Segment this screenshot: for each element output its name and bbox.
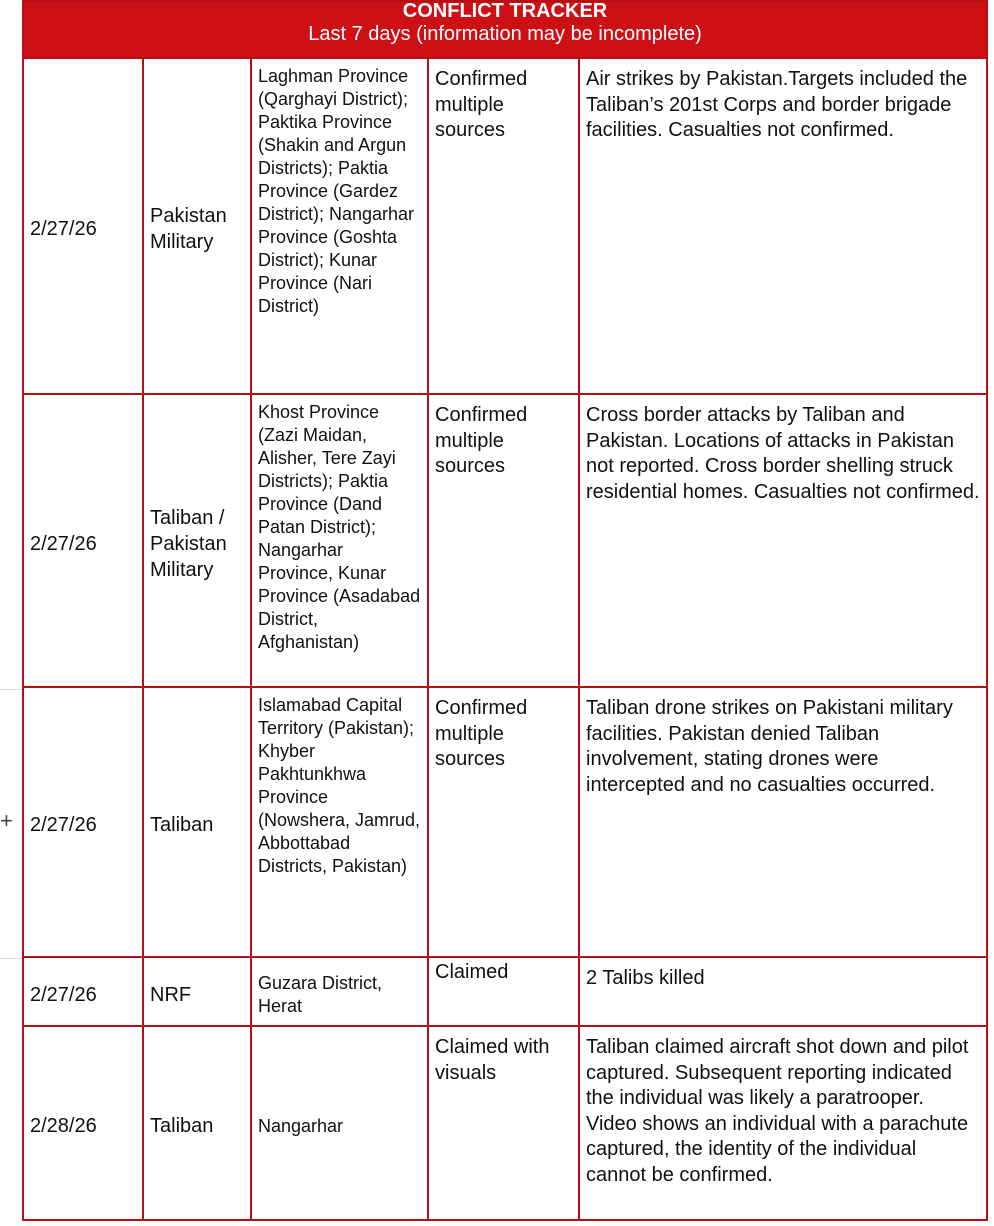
table-row — [23, 687, 987, 957]
location-cell: Nangarhar — [251, 1026, 428, 1220]
table-row — [23, 58, 987, 394]
actor-cell: Pakistan Military — [143, 58, 251, 394]
status-cell: Confirmed multiple sources — [428, 58, 579, 394]
actor-cell: NRF — [143, 957, 251, 1026]
date-cell: 2/27/26 — [23, 394, 143, 687]
table-subtitle: Last 7 days (information may be incomplete) — [308, 23, 702, 45]
table-row — [23, 1026, 987, 1220]
status-cell: Claimed with visuals — [428, 1026, 579, 1220]
location-cell: Khost Province (Zazi Maidan, Alisher, Tere Zayi Districts); Paktia Province (Dand Patan District); Nangarhar Province, Kunar Province (Asadabad District, Afghanistan) — [251, 394, 428, 687]
add-row-icon[interactable]: + — [0, 808, 13, 833]
location-cell: Islamabad Capital Territory (Pakistan); Khyber Pakhtunkhwa Province (Nowshera, Jamrud, Abbottabad Districts, Pakistan) — [251, 687, 428, 957]
description-cell: 2 Talibs killed — [579, 957, 987, 1026]
description-cell: Cross border attacks by Taliban and Pakistan. Locations of attacks in Pakistan not reported. Cross border shelling struck residential homes. Casualties not confirmed. — [579, 394, 987, 687]
actor-cell: Taliban / Pakistan Military — [143, 394, 251, 687]
location-cell: Guzara District, Herat — [251, 957, 428, 1026]
description-cell: Air strikes by Pakistan.Targets included the Taliban’s 201st Corps and border brigade facilities. Casualties not confirmed. — [579, 58, 987, 394]
date-cell: 2/28/26 — [23, 1026, 143, 1220]
date-cell: 2/27/26 — [23, 957, 143, 1026]
actor-cell: Taliban — [143, 687, 251, 957]
description-cell: Taliban claimed aircraft shot down and pilot captured. Subsequent reporting indicated the individual was likely a paratrooper. Video shows an individual with a parachute captured, the identity of the individual cannot be confirmed. — [579, 1026, 987, 1220]
table-row — [23, 957, 987, 1026]
conflict-tracker-table — [22, 0, 988, 1221]
actor-cell: Taliban — [143, 1026, 251, 1220]
description-cell: Taliban drone strikes on Pakistani military facilities. Pakistan denied Taliban involvement, stating drones were intercepted and no casualties occurred. — [579, 687, 987, 957]
gutter-divider — [0, 689, 22, 690]
status-cell: Confirmed multiple sources — [428, 687, 579, 957]
header-row — [23, 1, 987, 58]
date-cell: 2/27/26 — [23, 687, 143, 957]
date-cell: 2/27/26 — [23, 58, 143, 394]
location-cell: Laghman Province (Qarghayi District); Paktika Province (Shakin and Argun Districts); Paktia Province (Gardez District); Nangarhar Province (Goshta District); Kunar Province (Nari District) — [251, 58, 428, 394]
table-row — [23, 394, 987, 687]
status-cell: Confirmed multiple sources — [428, 394, 579, 687]
table-header — [23, 1, 987, 58]
table-title: CONFLICT TRACKER — [402, 0, 608, 22]
gutter-divider — [0, 958, 22, 959]
status-cell: Claimed — [428, 957, 579, 1026]
